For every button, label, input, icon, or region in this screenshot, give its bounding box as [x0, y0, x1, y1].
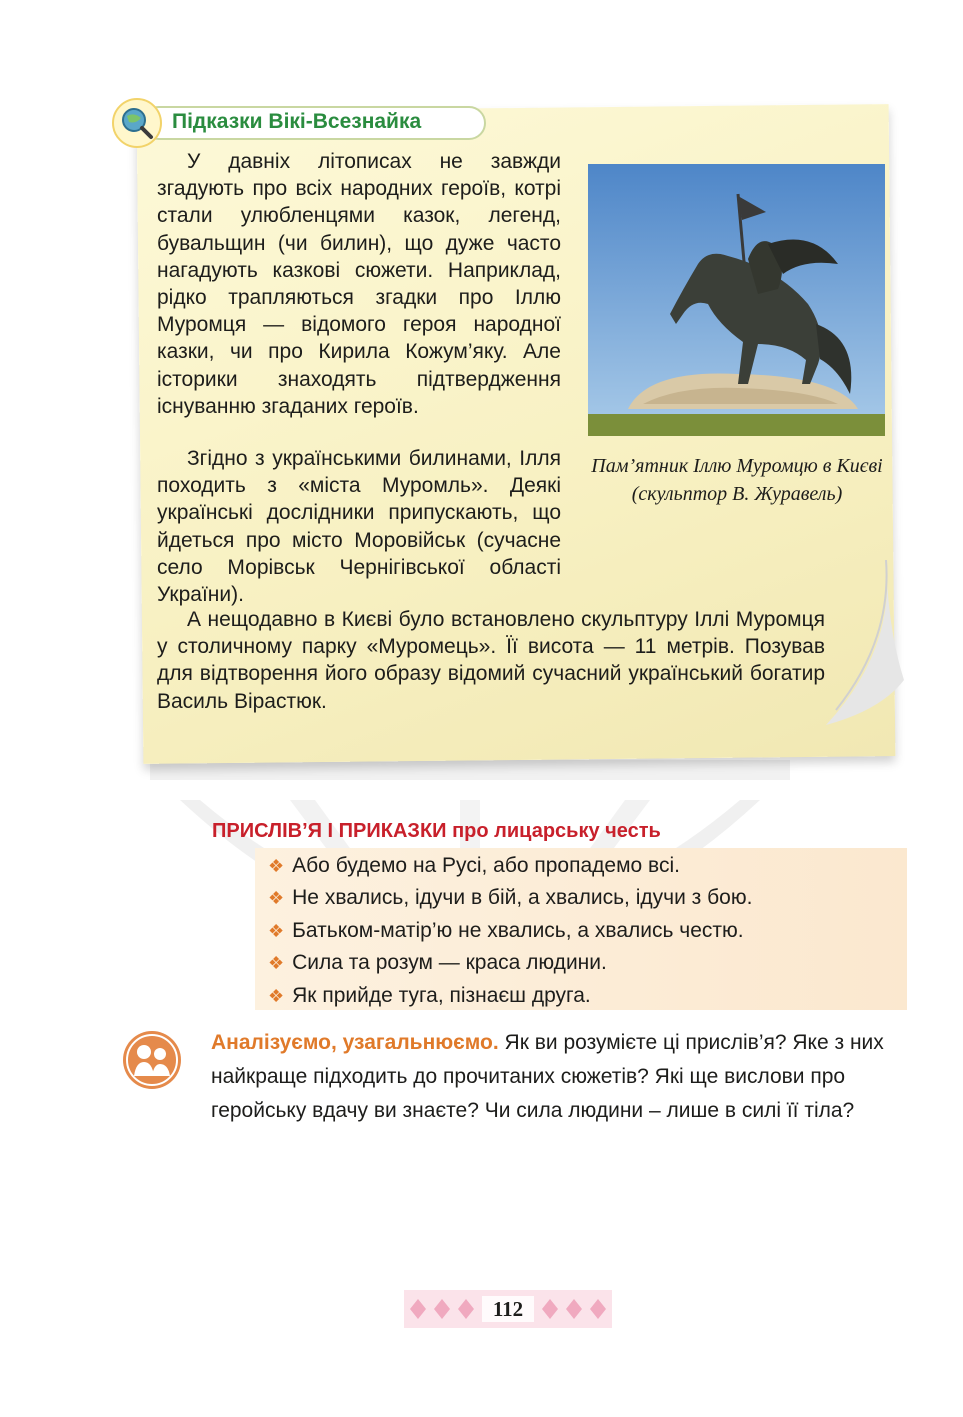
tip-paragraph-3: А нещодавно в Києві було встановлено скульптуру Іллі Муромця у столичному парку «Муромець». Її висота — 11 метрів. Позував для відтворення його образу відомий сучасний український богатир Василь Вірастюк. [157, 608, 825, 713]
proverbs-title-main: ПРИСЛІВ’Я І ПРИКАЗКИ [212, 820, 447, 842]
diamond-bullet-icon: ❖ [268, 920, 285, 941]
list-item [268, 882, 898, 914]
proverb-text: Сила та розум — краса людини. [292, 951, 607, 975]
proverbs-title [212, 820, 661, 843]
proverbs-list [268, 850, 898, 1012]
photo-caption: Пам’ятник Іллю Муромцю в Києві (скульптор В. Журавель) [591, 455, 883, 505]
magnifier-globe-icon [112, 98, 162, 148]
analyze-questions: Як ви розумієте ці прислів’я? Яке з них найкраще підходить до прочитаних сюжетів? Які ще вислови про геройську вдачу ви знаєте? Чи сила людини – лише в силі її тіла? [211, 1031, 884, 1122]
page-number: 112 [492, 1297, 524, 1321]
list-item [268, 915, 898, 947]
tip-header [112, 98, 484, 146]
proverb-text: Не хвались, ідучи в бій, а хвались, ідучи з бою. [292, 886, 753, 910]
page-curl [826, 560, 906, 730]
analyze-text [211, 1026, 911, 1128]
proverb-text: Або будемо на Русі, або пропадемо всі. [292, 854, 680, 877]
list-item [268, 980, 898, 1012]
two-people-icon [122, 1030, 182, 1090]
diamond-bullet-icon: ❖ [268, 985, 285, 1006]
proverb-text: Як прийде туга, пізнаєш друга. [292, 983, 591, 1007]
diamond-bullet-icon: ❖ [268, 888, 285, 909]
monument-photo [588, 164, 885, 436]
tip-title: Підказки Вікі-Всезнайка [172, 110, 422, 133]
diamond-bullet-icon: ❖ [268, 856, 285, 876]
list-item [268, 947, 898, 979]
tip-paragraph-2: Згідно з українськими билинами, Ілля походить з «міста Муромль». Деякі українські дослідники припускають, що йдеться про місто Моровійськ (сучасне село Морівськ Чернігівської області України). [157, 447, 561, 607]
diamond-bullet-icon: ❖ [268, 953, 285, 974]
tip-paragraph-1: У давніх літописах не завжди згадують про всіх народних героїв, котрі стали улюбленцями казок, легенд, бувальщин (чи билин), що дуже часто нагадують казкові сюжети. Наприклад, рідко трапляються згадки про Іллю Муромця — відомого героя народної казки, чи про Кирила Кожум’яку. Але історики знаходять підтвердження існуванню згаданих героїв. [157, 150, 561, 418]
proverb-text: Батьком-матір’ю не хвались, а хвались честю. [292, 918, 744, 942]
list-item [268, 850, 898, 882]
analyze-lead: Аналізуємо, узагальнюємо. [211, 1031, 499, 1054]
page-number-ornament [404, 1290, 612, 1328]
proverbs-title-rest: про лицарську честь [446, 820, 661, 842]
